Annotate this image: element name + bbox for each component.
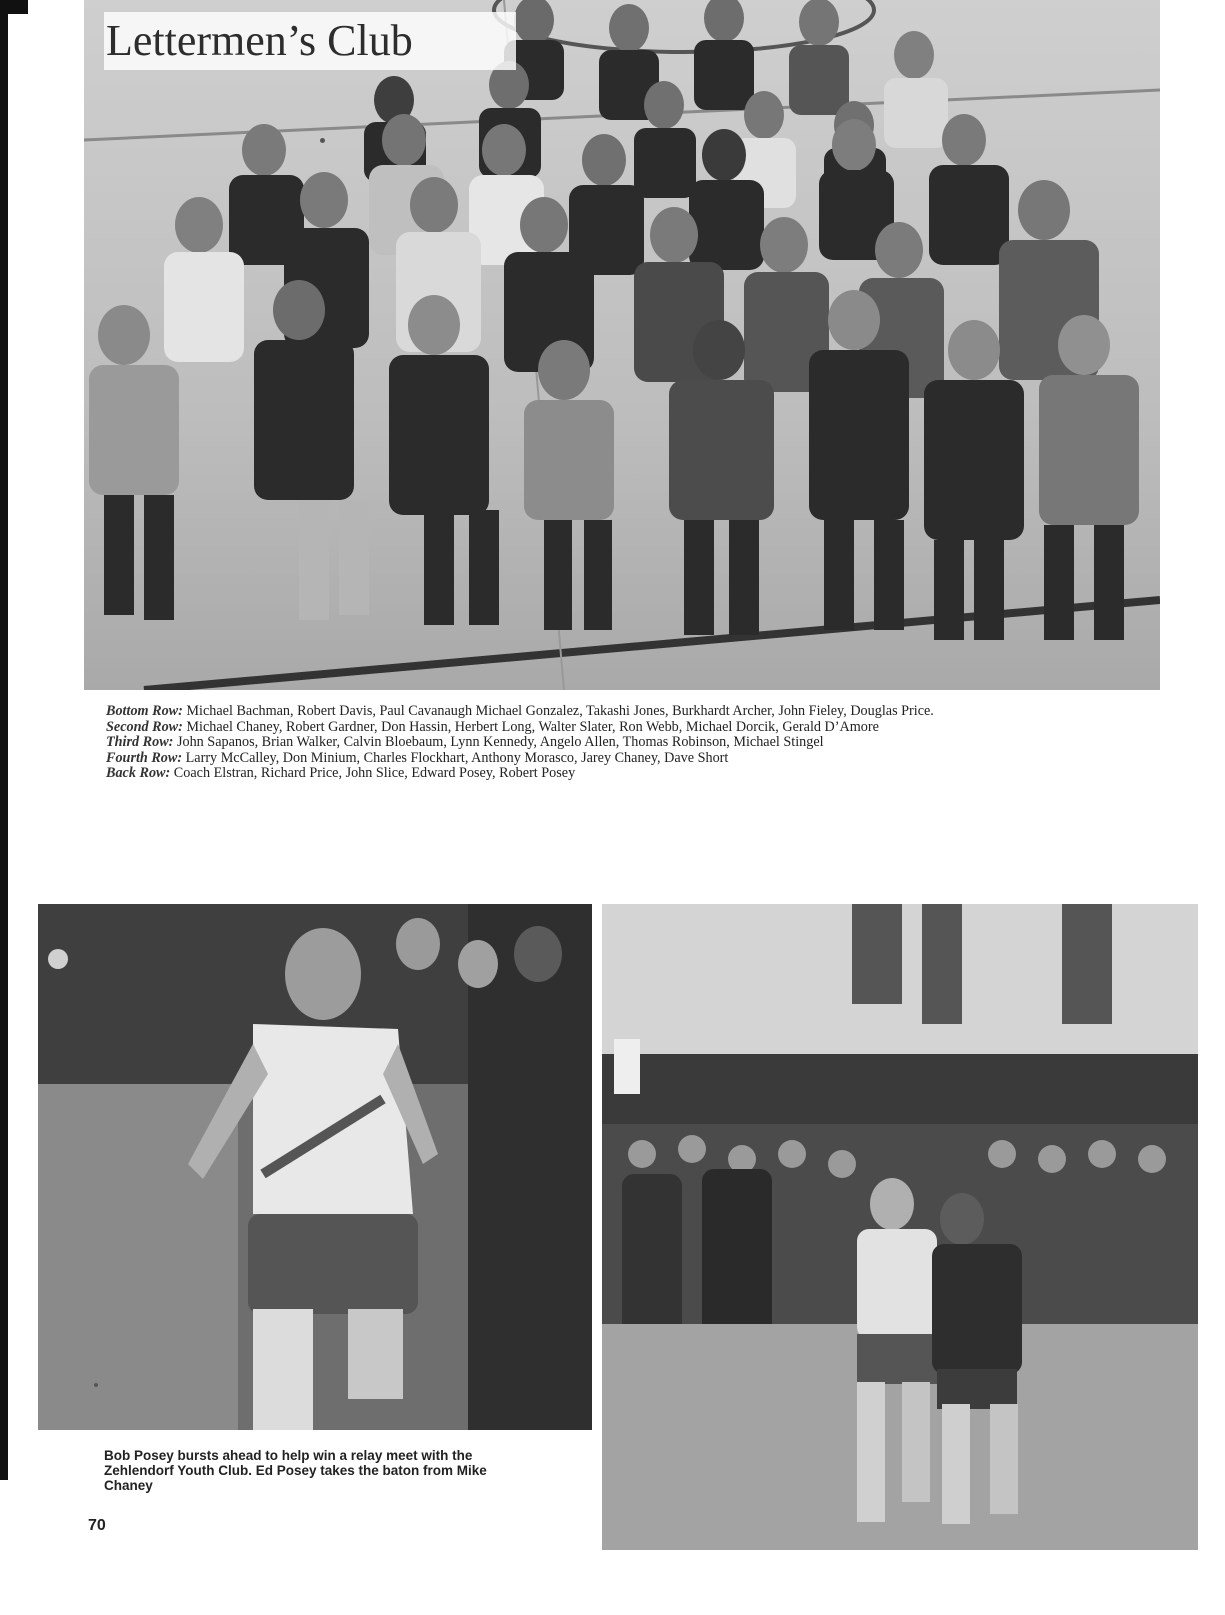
row-names: Michael Bachman, Robert Davis, Paul Cavanaugh Michael Gonzalez, Takashi Jones, Burkhardt Archer, John Fieley, Douglas Price. — [186, 703, 934, 719]
row-names: Michael Chaney, Robert Gardner, Don Hassin, Herbert Long, Walter Slater, Ron Webb, Michael Dorcik, Gerald D’Amore — [186, 718, 879, 735]
row-label: Back Row: — [106, 765, 171, 781]
row-names: Larry McCalley, Don Minium, Charles Flockhart, Anthony Morasco, Jarey Chaney, Dave Short — [185, 749, 729, 766]
runner-photo — [38, 904, 592, 1430]
caption-back-row — [106, 766, 1166, 782]
caption-bottom-row — [106, 704, 1166, 720]
caption-third-row — [106, 735, 1166, 751]
caption-second-row — [106, 720, 1166, 736]
relay-caption: Bob Posey bursts ahead to help win a relay meet with the Zehlendorf Youth Club. Ed Posey takes the baton from Mike Chaney — [104, 1448, 487, 1493]
row-names: Coach Elstran, Richard Price, John Slice, Edward Posey, Robert Posey — [173, 765, 576, 781]
row-label: Bottom Row: — [106, 703, 183, 719]
row-label: Fourth Row: — [106, 749, 183, 766]
page-binding-edge — [0, 0, 8, 1480]
team-photo-caption — [106, 704, 1166, 782]
print-speck — [94, 1383, 98, 1387]
row-label: Third Row: — [106, 734, 174, 750]
row-label: Second Row: — [106, 718, 183, 735]
page-binding-corner — [0, 0, 28, 14]
page-number: 70 — [88, 1517, 106, 1534]
caption-fourth-row — [106, 751, 1166, 767]
row-names: John Sapanos, Brian Walker, Calvin Bloebaum, Lynn Kennedy, Angelo Allen, Thomas Robinson, Michael Stingel — [176, 734, 824, 750]
page-title: Lettermen’s Club — [104, 12, 516, 70]
lettermen-group-photo — [84, 0, 1160, 690]
print-speck — [320, 138, 325, 143]
relay-baton-photo — [602, 904, 1198, 1550]
